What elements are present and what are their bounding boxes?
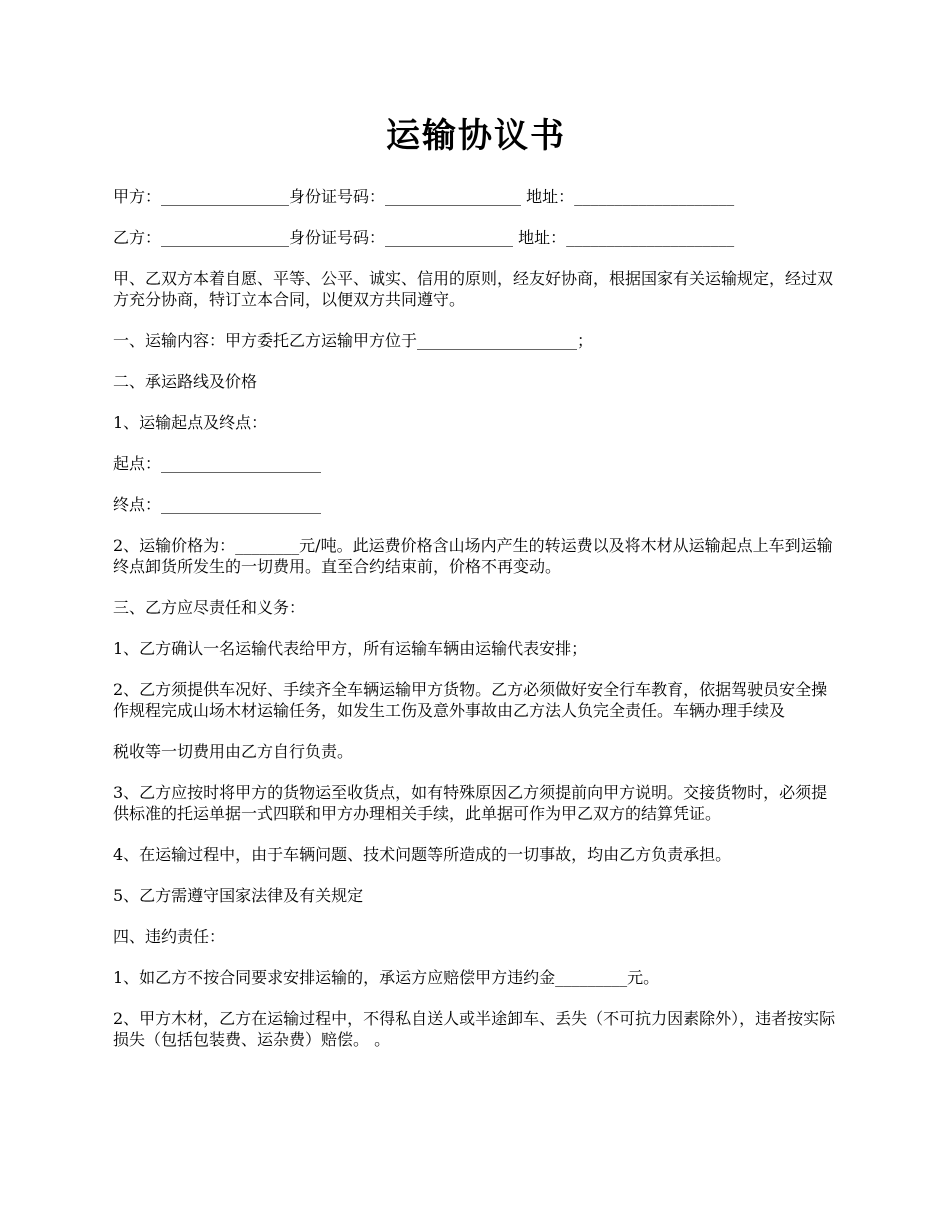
clause-3-4: 4、在运输过程中，由于车辆问题、技术问题等所造成的一切事故，均由乙方负责承担。 bbox=[113, 845, 732, 864]
party-b-line: 乙方：________________身份证号码：________________ 地址：_____________________ bbox=[113, 228, 735, 247]
clause-3-2-continued: 税收等一切费用由乙方自行负责。 bbox=[113, 742, 354, 761]
clause-3-2: 2、乙方须提供车况好、手续齐全车辆运输甲方货物。乙方必须做好安全行车教育，依据驾驶员安全操作规程完成山场木材运输任务，如发生工伤及意外事故由乙方法人负完全责任。车辆办理手续及 bbox=[113, 680, 828, 720]
section-1-transport-content: 一、运输内容：甲方委托乙方运输甲方位于____________________； bbox=[113, 331, 594, 350]
section-2-heading: 二、承运路线及价格 bbox=[113, 372, 258, 391]
section-4-heading: 四、违约责任： bbox=[113, 927, 226, 946]
clause-3-1: 1、乙方确认一名运输代表给甲方，所有运输车辆由运输代表安排； bbox=[113, 639, 588, 658]
clause-3-3: 3、乙方应按时将甲方的货物运至收货点，如有特殊原因乙方须提前向甲方说明。交接货物时，必须提供标准的托运单据一式四联和甲方办理相关手续，此单据可作为甲乙双方的结算凭证。 bbox=[113, 783, 828, 823]
party-a-line: 甲方：________________身份证号码：_________________ 地址：____________________ bbox=[113, 187, 735, 206]
clause-4-2: 2、甲方木材，乙方在运输过程中，不得私自送人或半途卸车、丢失（不可抗力因素除外），违者按实际损失（包括包装费、运杂费）赔偿。 。 bbox=[113, 1009, 836, 1049]
clause-4-1: 1、如乙方不按合同要求安排运输的，承运方应赔偿甲方违约金_________元。 bbox=[113, 968, 660, 987]
document-title: 运输协议书 bbox=[386, 116, 566, 156]
preamble-paragraph: 甲、乙双方本着自愿、平等、公平、诚实、信用的原则，经友好协商，根据国家有关运输规定，经过双方充分协商，特订立本合同，以便双方共同遵守。 bbox=[113, 269, 834, 309]
end-point-line: 终点：____________________ bbox=[113, 495, 322, 514]
document-page bbox=[113, 112, 839, 1070]
section-3-heading: 三、乙方应尽责任和义务： bbox=[113, 598, 306, 617]
start-point-line: 起点：____________________ bbox=[113, 454, 322, 473]
clause-3-5: 5、乙方需遵守国家法律及有关规定 bbox=[113, 886, 364, 905]
clause-2-1: 1、运输起点及终点： bbox=[113, 413, 268, 432]
clause-2-2-price: 2、运输价格为：________元/吨。此运费价格含山场内产生的转运费以及将木材从运输起点上车到运输终点卸货所发生的一切费用。直至合约结束前，价格不再变动。 bbox=[113, 536, 833, 576]
